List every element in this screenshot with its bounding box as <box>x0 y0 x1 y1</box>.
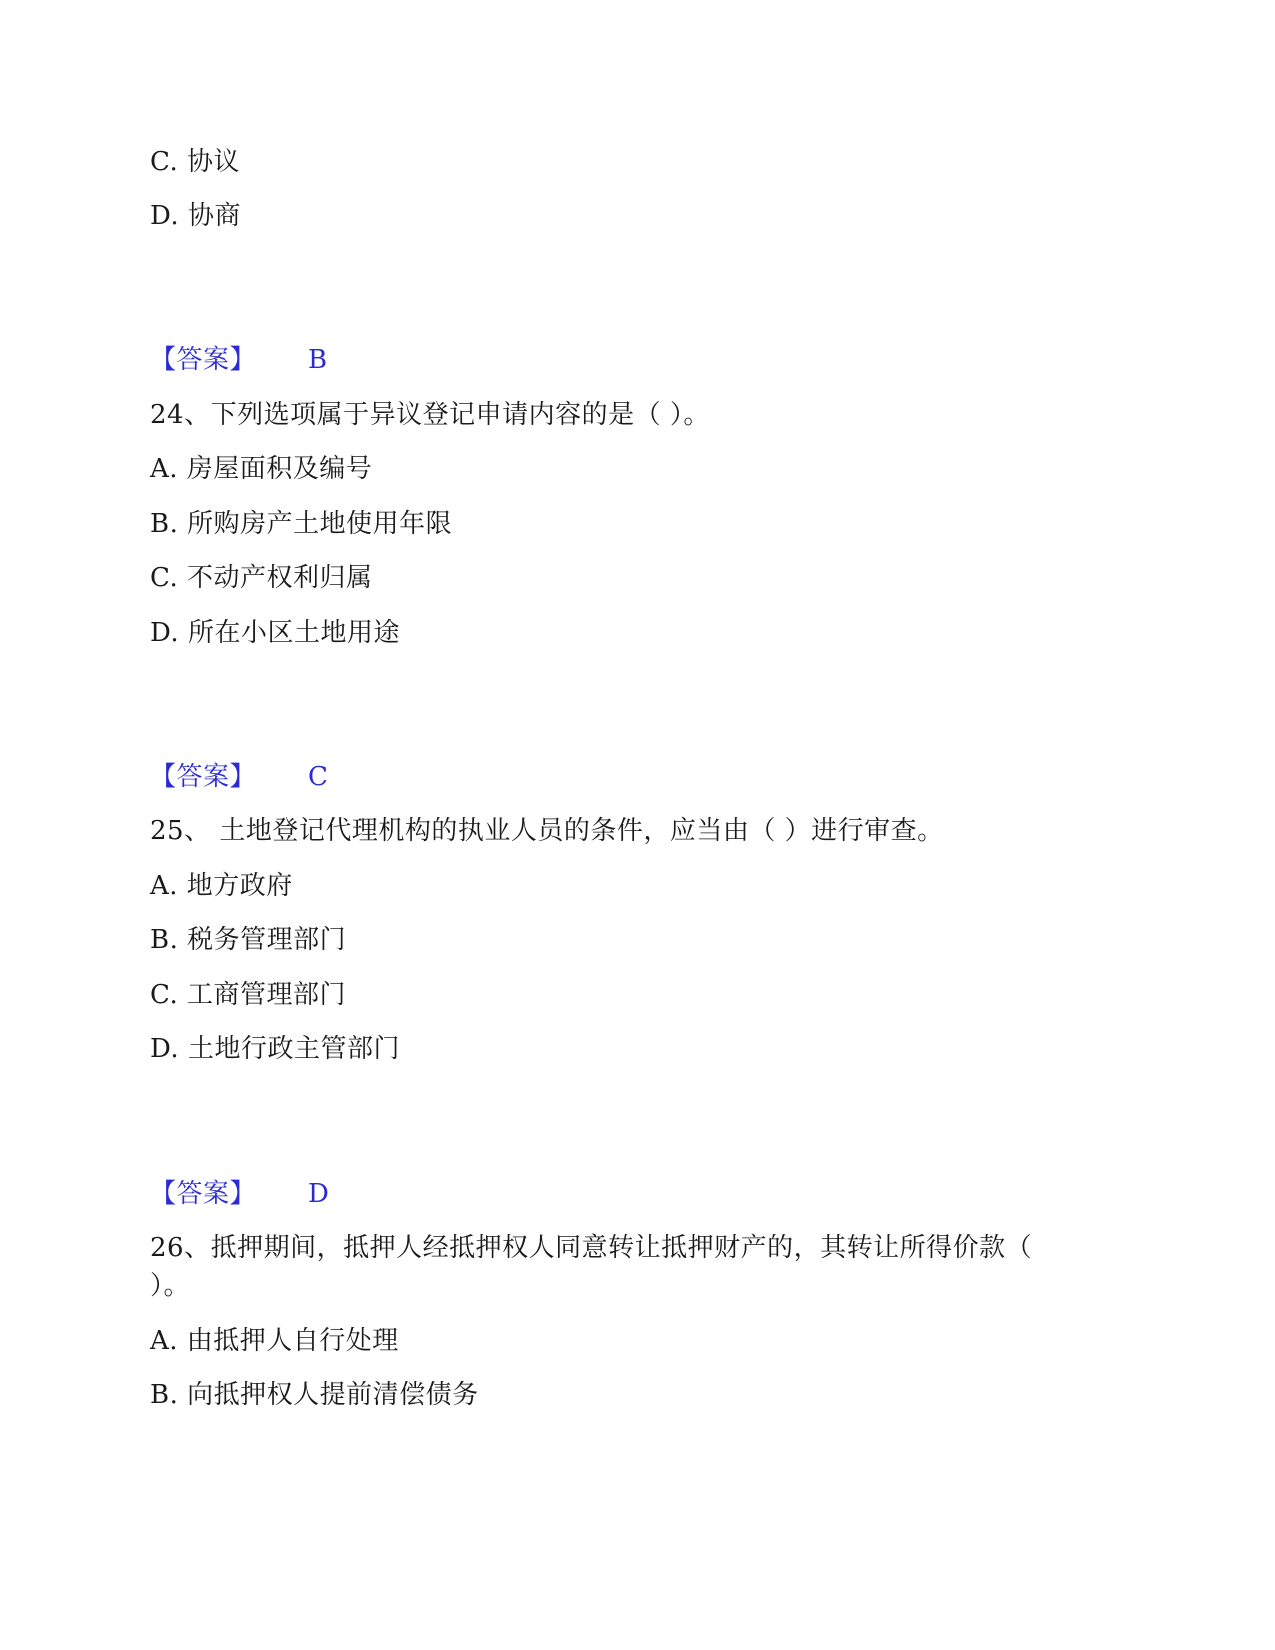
answer-value: D <box>308 1179 330 1209</box>
question-24: 24、下列选项属于异议登记申请内容的是（ ）。 <box>150 400 710 430</box>
option-d-q23: D. 协商 <box>150 201 241 231</box>
answer-tag: 【答案】 <box>150 1179 257 1209</box>
option-b-q25: B. 税务管理部门 <box>150 925 347 955</box>
question-26: 26、抵押期间，抵押人经抵押权人同意转让抵押财产的，其转让所得价款（ <box>150 1233 1033 1263</box>
answer-tag: 【答案】 <box>150 762 257 792</box>
option-a-q26: A. 由抵押人自行处理 <box>150 1326 399 1356</box>
option-a-q24: A. 房屋面积及编号 <box>150 454 373 484</box>
option-c-q23: C. 协议 <box>150 147 240 177</box>
option-b-q26: B. 向抵押权人提前清偿债务 <box>150 1380 479 1410</box>
answer-q25 <box>150 1177 329 1211</box>
option-d-q25: D. 土地行政主管部门 <box>150 1034 400 1064</box>
option-c-q24: C. 不动产权利归属 <box>150 563 373 593</box>
answer-q24 <box>150 760 328 794</box>
answer-tag: 【答案】 <box>150 345 257 375</box>
option-c-q25: C. 工商管理部门 <box>150 980 346 1010</box>
answer-value: C <box>308 762 329 792</box>
option-b-q24: B. 所购房产土地使用年限 <box>150 509 453 539</box>
question-26-continued: ）。 <box>150 1271 191 1301</box>
question-25: 25、 土地登记代理机构的执业人员的条件，应当由（ ）进行审查。 <box>150 816 944 846</box>
answer-q23 <box>150 343 328 377</box>
option-d-q24: D. 所在小区土地用途 <box>150 618 400 648</box>
answer-value: B <box>308 345 328 375</box>
option-a-q25: A. 地方政府 <box>150 871 293 901</box>
